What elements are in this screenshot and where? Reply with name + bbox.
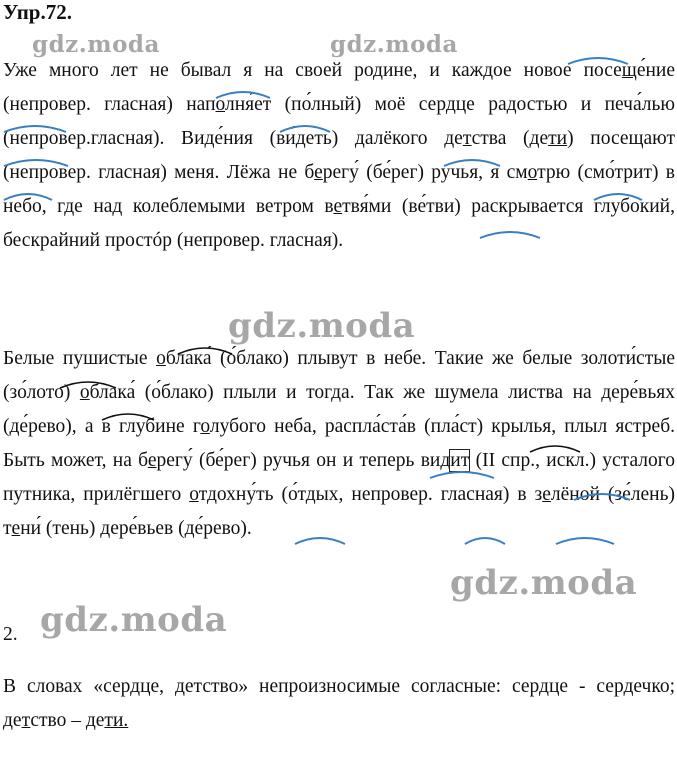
exercise-title: Упр.72. xyxy=(3,0,72,24)
text-run: трю (смо́трит) в небо, где над колеблемыми ветром в xyxy=(3,162,675,217)
text-run: твя́ми (ве́тви) раскрывается глубокий, бескрайний простóр (непровер. гласная). xyxy=(3,196,675,251)
text-run: ) посещают (непровер. гласная) меня. Лёжа не б xyxy=(3,128,675,183)
underlined-letter: т xyxy=(21,710,31,731)
watermark-text: gdz.moda xyxy=(330,31,458,58)
underlined-letter: е xyxy=(333,196,343,217)
underlined-letter: щ xyxy=(621,60,637,81)
underlined-letter: д xyxy=(539,676,549,697)
text-run: ни́ (тень) дере́вьев (де́рево). xyxy=(20,518,252,539)
underlined-letter: о xyxy=(215,94,225,115)
underlined-letter: е xyxy=(314,162,323,183)
underlined-letter: д xyxy=(623,676,634,697)
text-run: блака́ (о́блако) плывут в небе. Такие же белые золоти́стые (зо́лото) xyxy=(3,348,675,403)
text-run: лубого неба, распла́ста́в (пла́ст) крылья, плыл ястреб. Быть может, на б xyxy=(3,416,675,471)
text-run: лня́ет (по́лный) моё сердце радостью и печа́лью (непровер.гласная). Виде́ния (ви́деть) далёкого де xyxy=(3,94,675,149)
watermark-text: gdz.moda xyxy=(228,306,416,346)
text-run: Белые пушистые xyxy=(3,348,157,369)
underlined-letter: о xyxy=(200,416,210,437)
text-run: ечко; де xyxy=(3,676,675,731)
watermark-text: gdz.moda xyxy=(450,563,638,603)
underlined-letter: е xyxy=(11,518,21,539)
underlined-letter: ти. xyxy=(104,710,129,731)
underlined-letter: ти xyxy=(548,128,568,149)
text-run: В словах «сердце, детство» непроизносимые согласные: сер xyxy=(3,676,540,697)
text-run: ство – де xyxy=(30,710,105,731)
paragraph-1 xyxy=(3,54,675,258)
text-run: регу́ (бе́рег) ручья он и теперь вид xyxy=(156,450,451,471)
watermark-text: gdz.moda xyxy=(32,31,160,58)
underlined-letter: е xyxy=(542,484,551,505)
section-number: 2. xyxy=(3,624,18,645)
text-run: лёной (зе́лень) т xyxy=(3,484,675,539)
text-run: регу́ (бе́рег) ручья, я см xyxy=(322,162,528,183)
text-run: е́ние (непровер. гласная) нап xyxy=(3,60,675,115)
text-run: це - сер xyxy=(548,676,624,697)
underlined-letter: о xyxy=(527,162,538,183)
text-run: ства (де xyxy=(471,128,549,149)
paragraph-3 xyxy=(3,670,675,738)
text-run: Уже много лет не бывал я на своей родине, и каждое новое посе xyxy=(3,60,622,81)
underlined-letter: о xyxy=(189,484,199,505)
watermark-text: gdz.moda xyxy=(40,600,228,640)
text-run: (II спр., искл.) усталого путника, прилёгшего xyxy=(3,450,676,505)
text-run: тдохну́ть (о́тдых, непровер. гласная) в з xyxy=(198,484,543,505)
underlined-letter: о xyxy=(79,382,90,403)
underlined-letter: е xyxy=(147,450,157,471)
underlined-letter: т xyxy=(462,128,472,149)
paragraph-2 xyxy=(3,342,675,546)
boxed-ending: ит xyxy=(450,450,470,471)
text-run: блака́ (о́блако) плыли и тогда. Так же шумела листва на дере́вьях (де́рево), а в глубине г xyxy=(3,382,676,437)
underlined-letter: о xyxy=(156,348,166,369)
